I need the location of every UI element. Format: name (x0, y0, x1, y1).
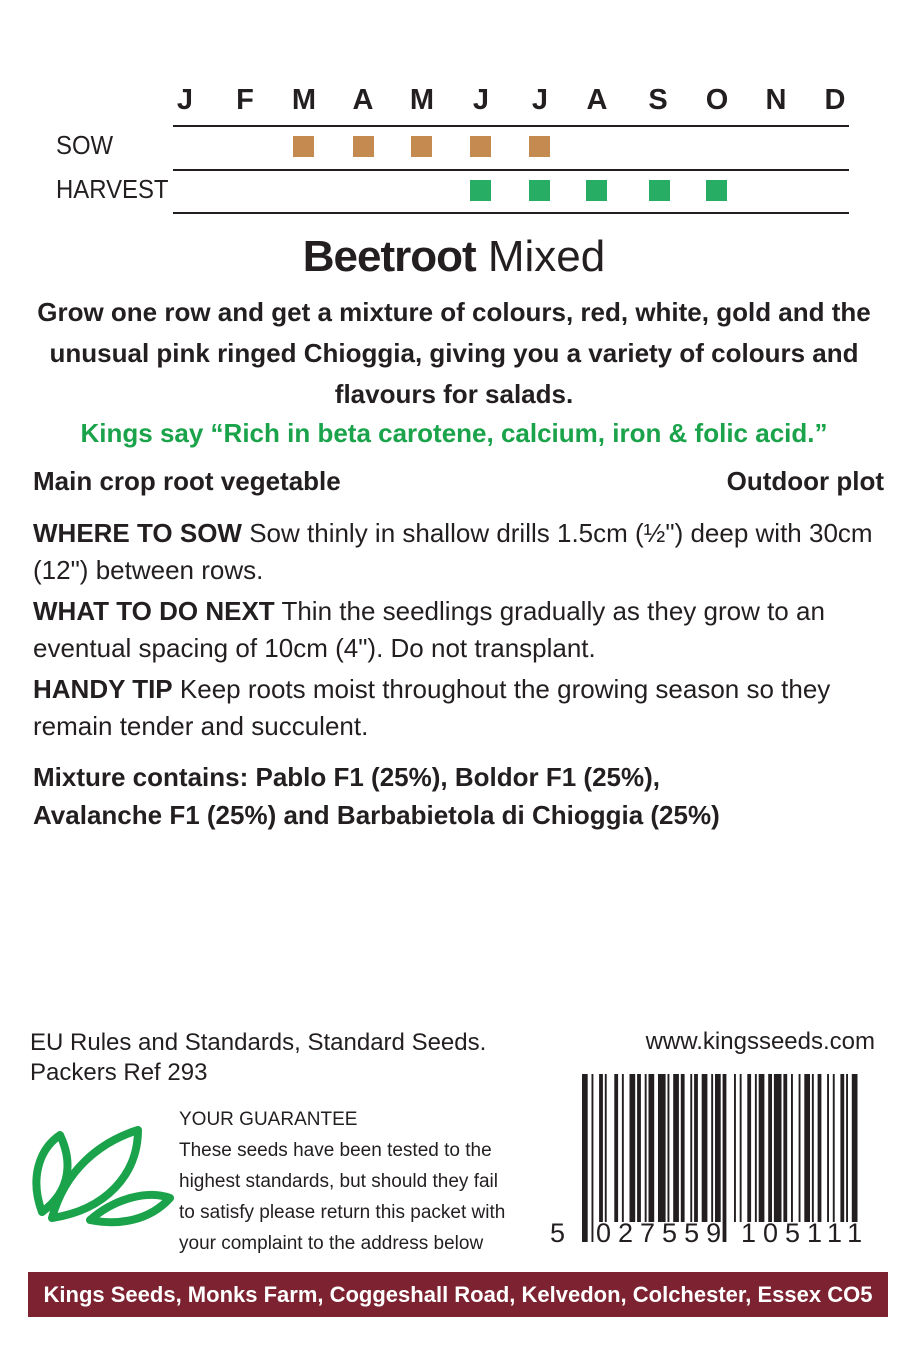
instruction-where-to-sow: WHERE TO SOW Sow thinly in shallow drills 1.5cm (½") deep with 30cm (12") between rows. (33, 518, 873, 585)
plot-location: Outdoor plot (726, 466, 884, 496)
mixture-contents: Mixture contains: Pablo F1 (25%), Boldor F1 (25%), Avalanche F1 (25%) and Barbabietola di Chioggia (25%) (33, 762, 720, 830)
barcode-bar (759, 1074, 765, 1222)
guarantee-title: YOUR GUARANTEE (179, 1109, 358, 1130)
guarantee: YOUR GUARANTEE These seeds have been tested to the highest standards, but should they fail to satisfy please return this packet with your complaint to the address below (179, 1104, 505, 1259)
footer-address-bar (28, 1272, 888, 1352)
sow-month-marker (470, 136, 491, 157)
harvest-month-marker (649, 180, 670, 201)
barcode (546, 1070, 886, 1260)
product-description: Grow one row and get a mixture of colours, red, white, gold and the unusual pink ringed Chioggia, giving you a variety of colours and flavours for salads. (37, 297, 871, 409)
barcode-bar (673, 1074, 679, 1222)
barcode-bar (690, 1074, 692, 1222)
barcode-bar (846, 1074, 848, 1222)
harvest-month-marker (529, 180, 550, 201)
barcode-bar (622, 1074, 624, 1222)
calendar-bottom-line (173, 212, 849, 214)
barcode-bar (804, 1074, 810, 1222)
barcode-bar (799, 1074, 801, 1222)
barcode-bar (637, 1074, 641, 1222)
barcode-bar (715, 1074, 721, 1222)
month-label: A (586, 84, 608, 116)
legal-info (30, 1028, 486, 1088)
product-name-regular: Mixed (487, 232, 606, 281)
sow-label: SOW (56, 130, 114, 160)
barcode-bar (827, 1074, 829, 1222)
barcode-bar (614, 1074, 618, 1222)
barcode-bar (818, 1074, 822, 1222)
calendar-top-line (173, 125, 849, 127)
product-title (0, 232, 908, 282)
month-header (155, 84, 875, 120)
barcode-bar (783, 1074, 787, 1222)
barcode-digits-left: 027559 (596, 1218, 729, 1248)
crop-type: Main crop root vegetable (33, 466, 341, 496)
harvest-label: HARVEST (56, 174, 169, 204)
product-name-bold: Beetroot (302, 232, 476, 281)
month-label: O (705, 84, 729, 116)
harvest-month-marker (586, 180, 607, 201)
barcode-bar (840, 1074, 844, 1222)
month-label: J (472, 84, 490, 116)
barcode-bar (599, 1074, 603, 1222)
calendar-mid-line (173, 169, 849, 171)
instruction-what-to-do-next: WHAT TO DO NEXT Thin the seedlings gradually as they grow to an eventual spacing of 10cm (4"). Do not transplant. (33, 596, 825, 663)
sow-month-marker (293, 136, 314, 157)
barcode-bar (740, 1074, 742, 1222)
month-label: J (176, 84, 194, 116)
month-label: M (409, 84, 435, 116)
leaf-logo-icon (30, 1120, 175, 1230)
barcode-bar (791, 1074, 793, 1222)
barcode-bar (681, 1074, 685, 1222)
sow-month-marker (411, 136, 432, 157)
website-link[interactable]: www.kingsseeds.com (645, 1028, 875, 1055)
harvest-month-marker (470, 180, 491, 201)
month-label: S (648, 84, 668, 116)
month-label: N (765, 84, 787, 116)
sow-month-marker (353, 136, 374, 157)
barcode-bar (645, 1074, 647, 1222)
kings-say-quote: Kings say “Rich in beta carotene, calcium, iron & folic acid.” (80, 418, 828, 448)
instruction-handy-tip: HANDY TIP Keep roots moist throughout the growing season so they remain tender and succulent. (33, 674, 831, 741)
barcode-bar (711, 1074, 713, 1222)
month-label: D (824, 84, 846, 116)
standards-text: EU Rules and Standards, Standard Seeds. (30, 1029, 487, 1056)
barcode-bar (668, 1074, 670, 1222)
barcode-bar (702, 1074, 708, 1222)
month-label: F (236, 84, 254, 116)
barcode-bar (747, 1074, 751, 1222)
barcode-bar (812, 1074, 814, 1222)
barcode-bar (630, 1074, 636, 1222)
month-label: J (531, 84, 549, 116)
packers-ref: Packers Ref 293 (30, 1059, 208, 1086)
barcode-bar (734, 1074, 736, 1222)
barcode-digits-right: 105111 (741, 1218, 870, 1248)
barcode-digit-first: 5 (550, 1218, 566, 1248)
barcode-bar (694, 1074, 698, 1222)
barcode-bar (852, 1074, 858, 1222)
harvest-month-marker (706, 180, 727, 201)
barcode-bar (833, 1074, 835, 1222)
barcode-bar (755, 1074, 757, 1222)
barcode-bar (658, 1074, 666, 1222)
sow-month-marker (529, 136, 550, 157)
month-label: A (352, 84, 374, 116)
barcode-bar (723, 1074, 727, 1242)
barcode-bar (649, 1074, 655, 1222)
barcode-bar (582, 1074, 588, 1242)
barcode-bar (774, 1074, 782, 1222)
barcode-bar (768, 1074, 772, 1222)
month-label: M (291, 84, 317, 116)
barcode-bar (592, 1074, 594, 1242)
footer-address: Kings Seeds, Monks Farm, Coggeshall Road, Kelvedon, Colchester, Essex CO5 9PG (43, 1282, 873, 1352)
barcode-bar (605, 1074, 607, 1222)
